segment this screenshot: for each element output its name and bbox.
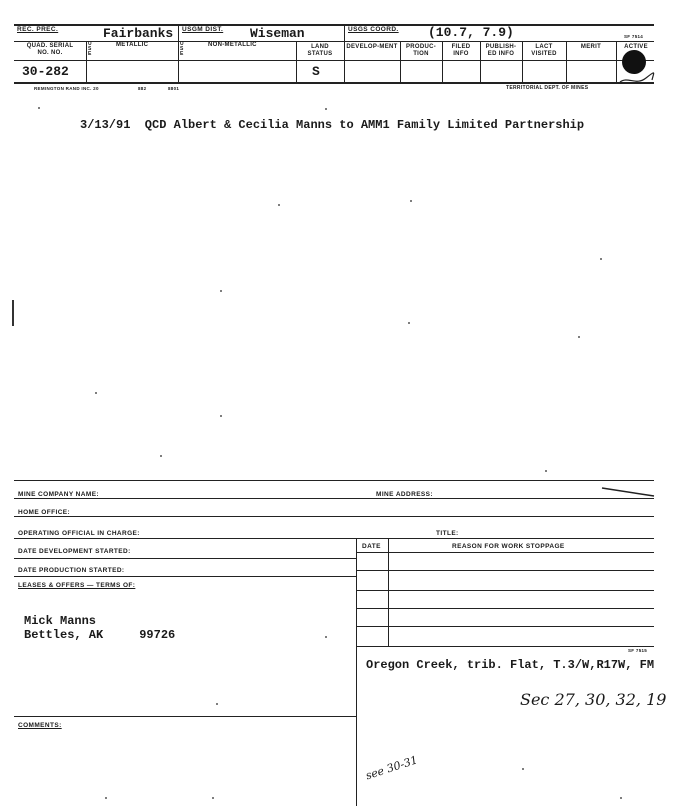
scan-mark [12,300,14,326]
active-header: ACTIVE [624,44,648,50]
use-nonmetallic-header: U S E [180,41,184,57]
nonmetallic-header: NON-METALLIC [208,42,257,48]
owner-name: Mick Manns [24,614,97,628]
usgm-dist-value: Wiseman [250,26,305,41]
production-header: PRODUC-TION [405,44,437,57]
usgm-dist-label: USGM DIST. [182,26,224,33]
land-status-value: S [312,64,320,79]
last-visited-header: LACT VISITED [531,44,557,57]
footer-code1: 882 [138,86,147,91]
mine-company-name-label: MINE COMPANY NAME: [18,491,99,498]
title-label: TITLE: [436,530,459,537]
transaction-entry: 3/13/91 QCD Albert & Cecilia Manns to AMM1 Family Limited Partnership [80,118,585,132]
comments-label: COMMENTS: [18,722,62,729]
use-metallic-header: U S E [88,41,92,57]
date-production-started-label: DATE PRODUCTION STARTED: [18,567,125,574]
metallic-header: METALLIC [116,42,149,48]
date-column-header: DATE [362,543,381,550]
land-status-header: LAND STATUS [307,44,333,57]
location-description: Oregon Creek, trib. Flat, T.3/W,R17W, FM [366,658,655,672]
usgs-coord-label: USGS COORD. [348,26,399,33]
operating-official-label: OPERATING OFFICIAL IN CHARGE: [18,530,140,537]
usgs-coord-value: (10.7, 7.9) [428,25,514,40]
published-info-header: PUBLISH-ED INFO [485,44,517,57]
footer-left: REMINGTON RAND INC. 20 [34,86,99,91]
home-office-label: HOME OFFICE: [18,509,71,516]
quad-serial-value: 30-282 [22,64,69,79]
owner-city: Bettles, AK 99726 [24,628,176,642]
rec-prec-label: REC. PREC. [17,26,59,33]
rec-prec-value: Fairbanks [103,26,174,41]
sections-handwritten: Sec 27, 30, 32, 19 [520,690,667,709]
filed-info-header: FILED INFO [451,44,471,57]
footer-code2: 8801 [168,86,180,91]
merit-header: MERIT [580,44,602,50]
address-line-stroke [600,484,656,498]
form-number-mid: SF 7515 [628,648,648,653]
leases-offers-label: LEASES & OFFERS — TERMS OF: [18,582,136,589]
development-header: DEVELOP-MENT [346,44,398,50]
handwritten-note: see 30-31 [364,753,420,783]
corner-scribble [616,66,656,88]
quad-serial-header: QUAD. SERIAL NO. NO. [26,43,74,56]
form-number-top: SF 7514 [624,34,644,39]
reason-column-header: REASON FOR WORK STOPPAGE [452,543,565,550]
date-development-started-label: DATE DEVELOPMENT STARTED: [18,548,131,555]
mine-address-label: MINE ADDRESS: [376,491,433,498]
footer-right: TERRITORIAL DEPT. OF MINES [506,85,589,91]
